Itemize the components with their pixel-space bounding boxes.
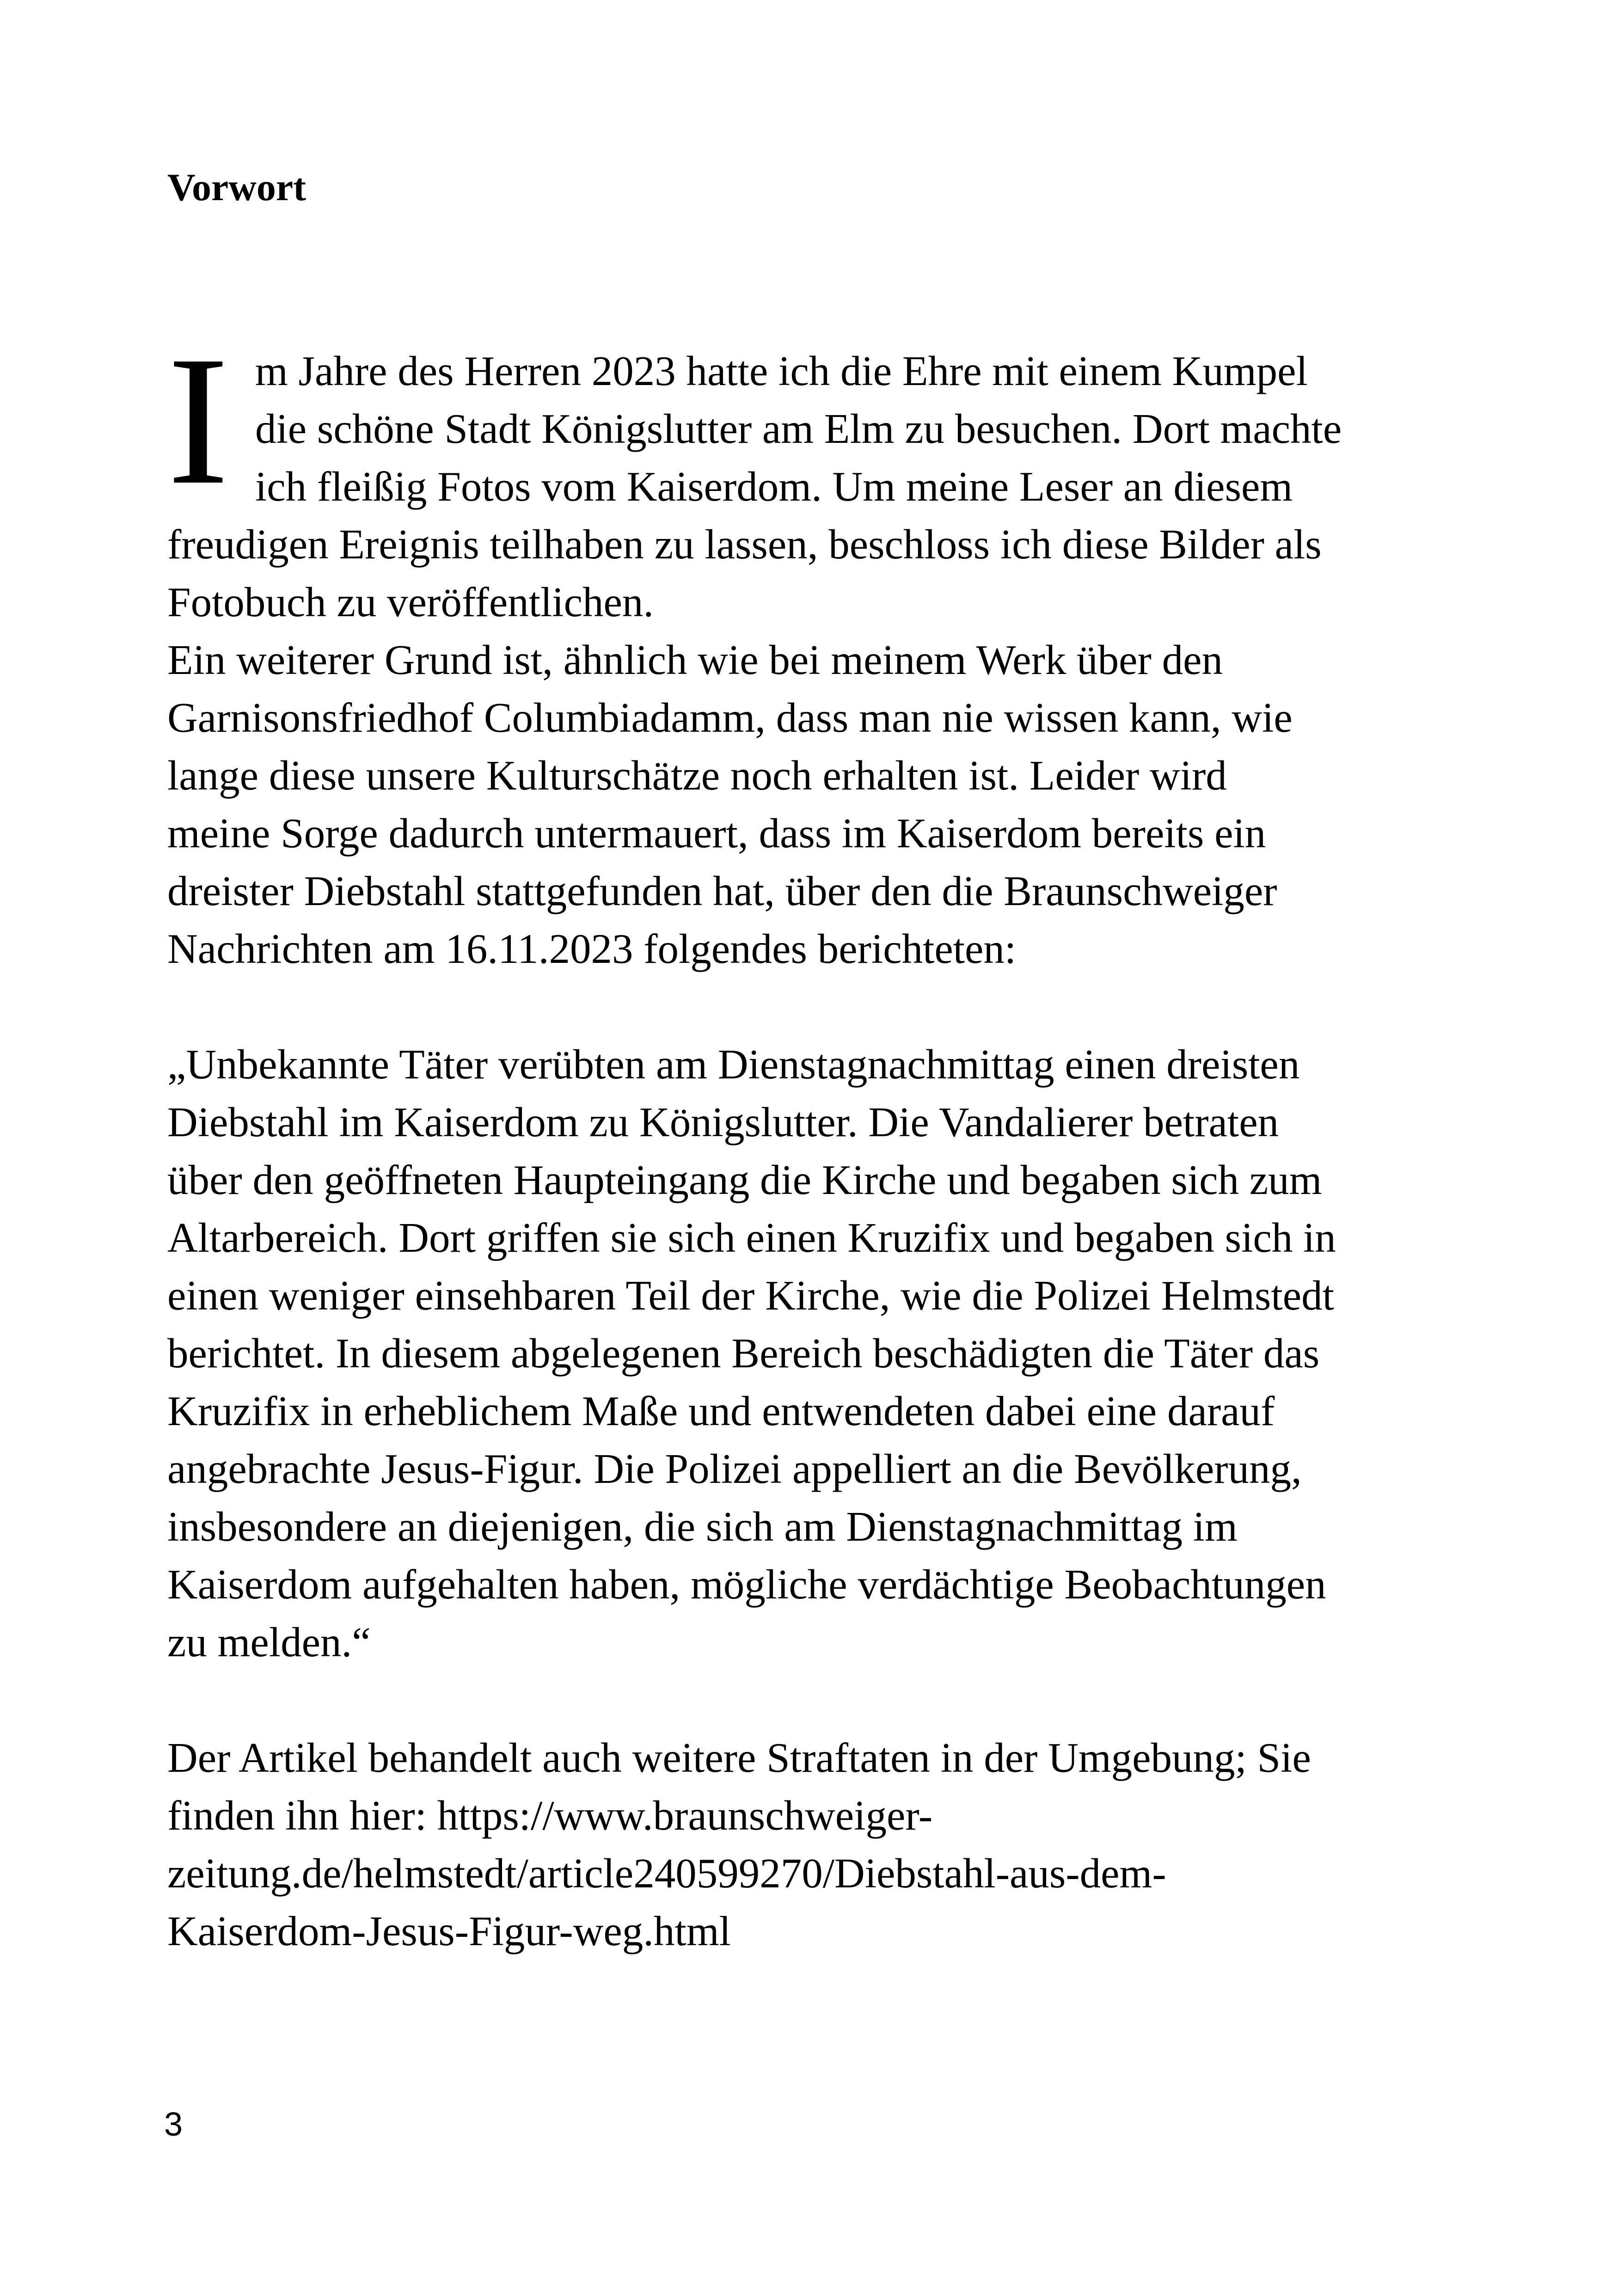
text-line: Fotobuch zu veröffentlichen. [167, 579, 654, 625]
text-line: Diebstahl im Kaiserdom zu Königslutter. Die Vandalierer betraten [167, 1099, 1279, 1145]
text-line: finden ihn hier: https://www.braunschweiger- [167, 1792, 933, 1839]
text-line: berichtet. In diesem abgelegenen Bereich beschädigten die Täter das [167, 1330, 1320, 1377]
text-line: insbesondere an diejenigen, die sich am Dienstagnachmittag im [167, 1503, 1238, 1550]
text-line: Garnisonsfriedhof Columbiadamm, dass man nie wissen kann, wie [167, 694, 1293, 741]
body-text [167, 318, 1462, 1960]
text-line: Der Artikel behandelt auch weitere Straftaten in der Umgebung; Sie [167, 1734, 1311, 1781]
page-number: 3 [164, 2106, 183, 2143]
text-line: einen weniger einsehbaren Teil der Kirche, wie die Polizei Helmstedt [167, 1272, 1334, 1319]
text-line: dreister Diebstahl stattgefunden hat, über den die Braunschweiger [167, 868, 1277, 914]
drop-cap: I [167, 318, 229, 523]
text-line: die schöne Stadt Königslutter am Elm zu besuchen. Dort machte [255, 405, 1342, 452]
text-line: Nachrichten am 16.11.2023 folgendes berichteten: [167, 925, 1017, 972]
text-line: zeitung.de/helmstedt/article240599270/Diebstahl-aus-dem- [167, 1850, 1166, 1897]
paragraph-spacer [167, 1671, 1462, 1729]
text-line: meine Sorge dadurch untermauert, dass im Kaiserdom bereits ein [167, 810, 1266, 857]
text-line: „Unbekannte Täter verübten am Dienstagnachmittag einen dreisten [167, 1041, 1300, 1088]
quote-paragraph [167, 1035, 1462, 1671]
text-line: Kaiserdom aufgehalten haben, mögliche verdächtige Beobachtungen [167, 1561, 1326, 1608]
text-line: Kaiserdom-Jesus-Figur-weg.html [167, 1908, 731, 1954]
text-line: freudigen Ereignis teilhaben zu lassen, beschloss ich diese Bilder als [167, 521, 1322, 568]
text-line: über den geöffneten Haupteingang die Kirche und begaben sich zum [167, 1157, 1322, 1203]
text-line: ich fleißig Fotos vom Kaiserdom. Um meine Leser an diesem [255, 463, 1293, 510]
text-line: Ein weiterer Grund ist, ähnlich wie bei meinem Werk über den [167, 637, 1223, 683]
text-line: m Jahre des Herren 2023 hatte ich die Ehre mit einem Kumpel [255, 348, 1308, 394]
text-line: Kruzifix in erheblichem Maße und entwendeten dabei eine darauf [167, 1388, 1275, 1434]
text-line: angebrachte Jesus-Figur. Die Polizei appelliert an die Bevölkerung, [167, 1445, 1302, 1492]
text-line: Altarbereich. Dort griffen sie sich einen Kruzifix und begaben sich in [167, 1214, 1336, 1261]
page-title: Vorwort [167, 166, 306, 209]
closing-paragraph [167, 1729, 1462, 1960]
text-line: lange diese unsere Kulturschätze noch erhalten ist. Leider wird [167, 752, 1227, 799]
paragraph-spacer [167, 978, 1462, 1035]
text-line: zu melden.“ [167, 1619, 371, 1665]
intro-paragraph [167, 318, 1462, 978]
